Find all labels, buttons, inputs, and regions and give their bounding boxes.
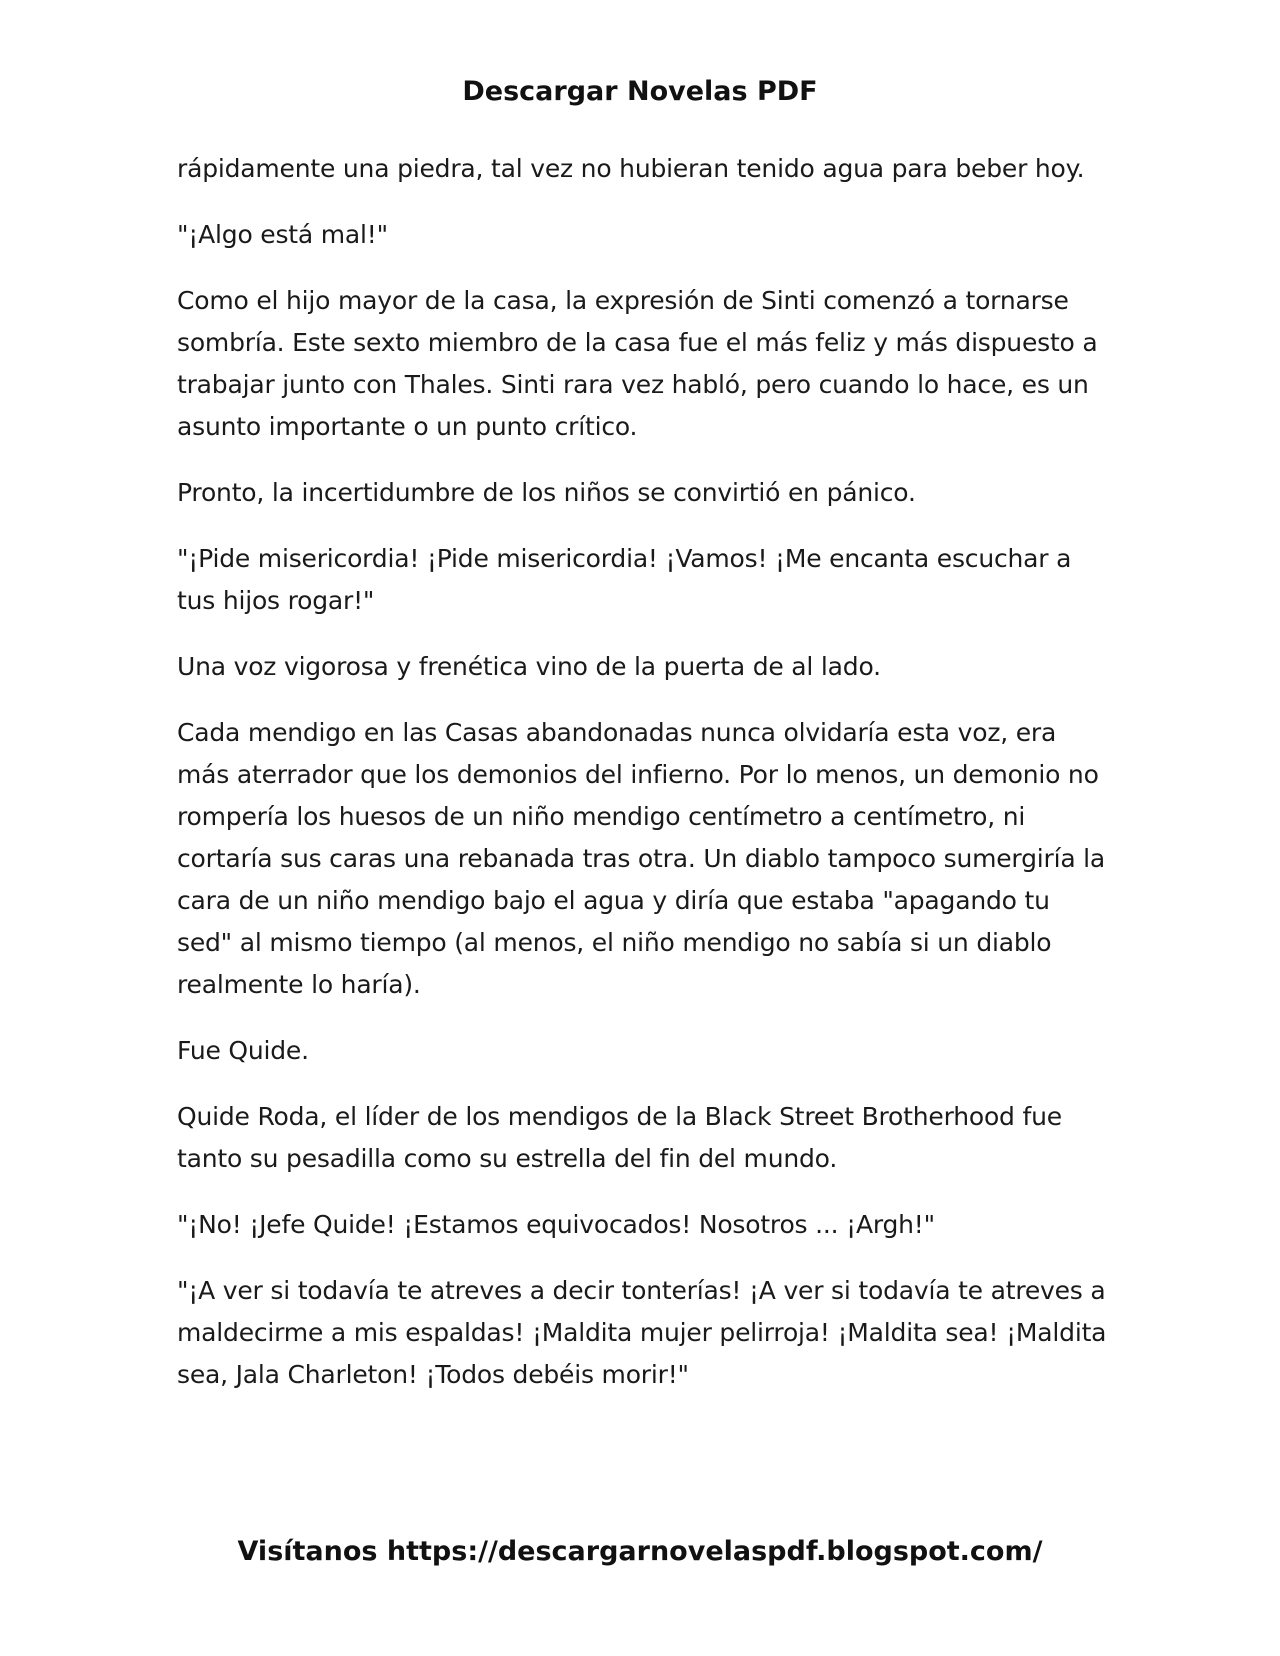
paragraph: Una voz vigorosa y frenética vino de la puerta de al lado. — [177, 652, 881, 681]
paragraph: rápidamente una piedra, tal vez no hubieran tenido agua para beber hoy. — [177, 154, 1085, 183]
footer-link-text: Visítanos https://descargarnovelaspdf.blogspot.com/ — [237, 1536, 1043, 1567]
paragraph: "¡No! ¡Jefe Quide! ¡Estamos equivocados! Nosotros ... ¡Argh!" — [177, 1210, 935, 1239]
paragraph: Cada mendigo en las Casas abandonadas nunca olvidaría esta voz, era más aterrador que los demonios del infierno. Por lo menos, un demonio no rompería los huesos de un niño mendigo centímetro a centímetro, ni cortaría sus caras una rebanada tras otra. Un diablo tampoco sumergiría la cara de un niño mendigo bajo el agua y diría que estaba "apagando tu sed" al mismo tiempo (al menos, el niño mendigo no sabía si un diablo realmente lo haría). — [177, 718, 1106, 999]
paragraph: "¡Algo está mal!" — [177, 220, 388, 249]
document-body — [177, 148, 1107, 1420]
paragraph: Quide Roda, el líder de los mendigos de la Black Street Brotherhood fue tanto su pesadilla como su estrella del fin del mundo. — [177, 1102, 1062, 1173]
paragraph: "¡A ver si todavía te atreves a decir tonterías! ¡A ver si todavía te atreves a maldecirme a mis espaldas! ¡Maldita mujer pelirroja! ¡Maldita sea! ¡Maldita sea, Jala Charleton! ¡Todos debéis morir!" — [177, 1276, 1107, 1389]
paragraph: "¡Pide misericordia! ¡Pide misericordia! ¡Vamos! ¡Me encanta escuchar a tus hijos rogar!" — [177, 544, 1072, 615]
page-title: Descargar Novelas PDF — [462, 76, 818, 107]
paragraph: Pronto, la incertidumbre de los niños se convirtió en pánico. — [177, 478, 916, 507]
paragraph: Fue Quide. — [177, 1036, 309, 1065]
paragraph: Como el hijo mayor de la casa, la expresión de Sinti comenzó a tornarse sombría. Este sexto miembro de la casa fue el más feliz y más dispuesto a trabajar junto con Thales. Sinti rara vez habló, pero cuando lo hace, es un asunto importante o un punto crítico. — [177, 286, 1098, 441]
